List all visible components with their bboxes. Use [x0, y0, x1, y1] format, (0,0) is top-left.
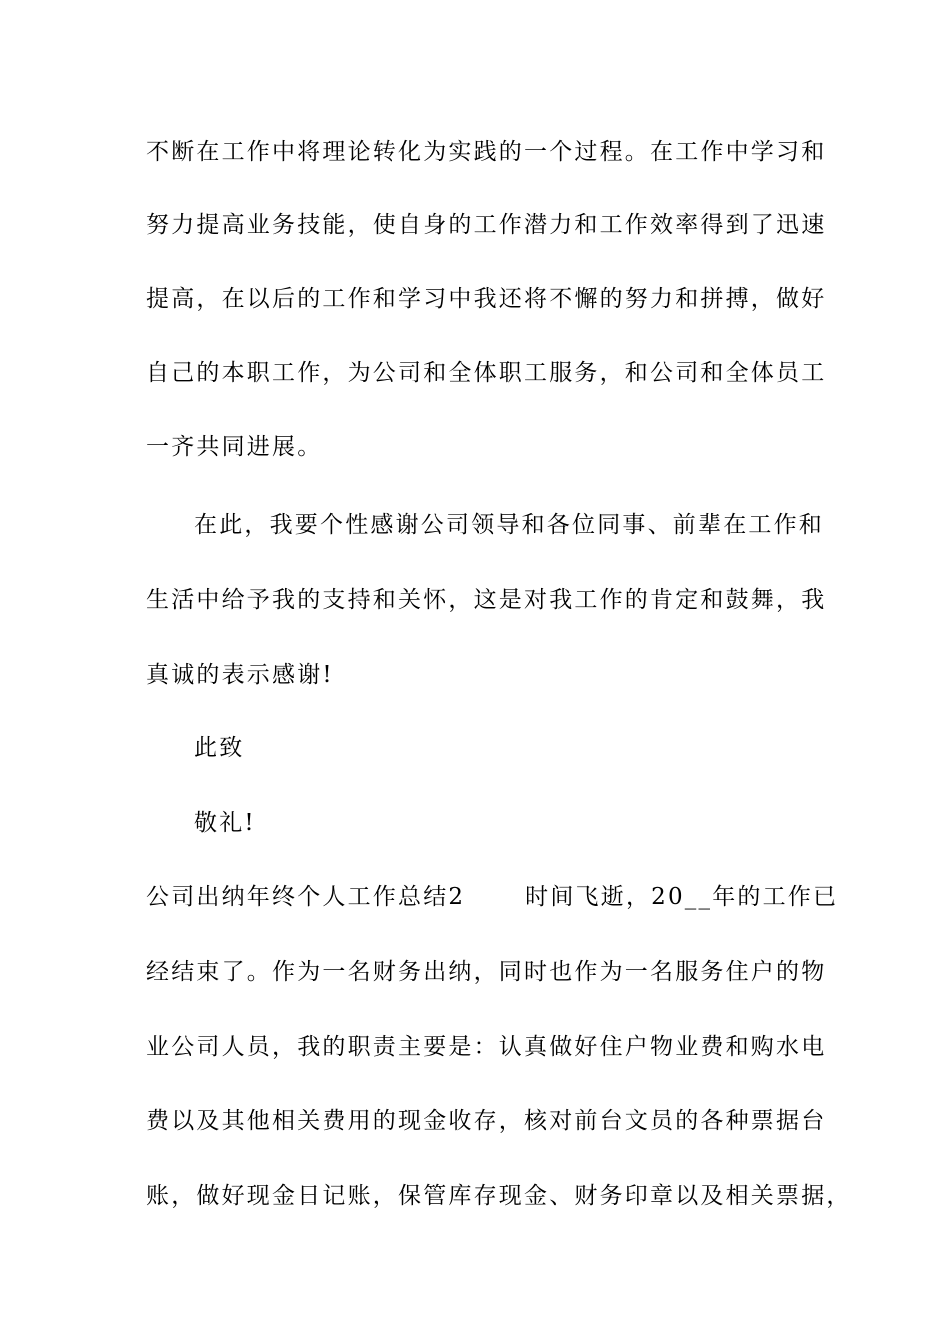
text-line: 不断在工作中将理论转化为实践的一个过程。在工作中学习和	[146, 139, 827, 165]
text-line: 费以及其他相关费用的现金收存，核对前台文员的各种票据台	[146, 1108, 827, 1134]
text-line: 业公司人员，我的职责主要是：认真做好住户物业费和购水电	[146, 1034, 827, 1060]
closing-salutation: 此致	[194, 735, 245, 761]
text-line: 提高，在以后的工作和学习中我还将不懈的努力和拼搏，做好	[146, 286, 827, 312]
text-line: 一齐共同进展。	[146, 434, 323, 460]
closing-regards: 敬礼!	[194, 810, 256, 836]
text-line: 努力提高业务技能，使自身的工作潜力和工作效率得到了迅速	[146, 212, 827, 238]
section-title-line: 公司出纳年终个人工作总结2 时间飞逝，20__年的工作已	[146, 884, 839, 910]
text-line: 真诚的表示感谢!	[146, 662, 334, 688]
text-line: 自己的本职工作，为公司和全体职工服务，和公司和全体员工	[146, 360, 827, 386]
text-line: 在此，我要个性感谢公司领导和各位同事、前辈在工作和	[194, 512, 824, 538]
text-line: 账，做好现金日记账，保管库存现金、财务印章以及相关票据，	[146, 1183, 852, 1209]
text-line: 经结束了。作为一名财务出纳，同时也作为一名服务住户的物	[146, 959, 827, 985]
text-line: 生活中给予我的支持和关怀，这是对我工作的肯定和鼓舞，我	[146, 587, 827, 613]
